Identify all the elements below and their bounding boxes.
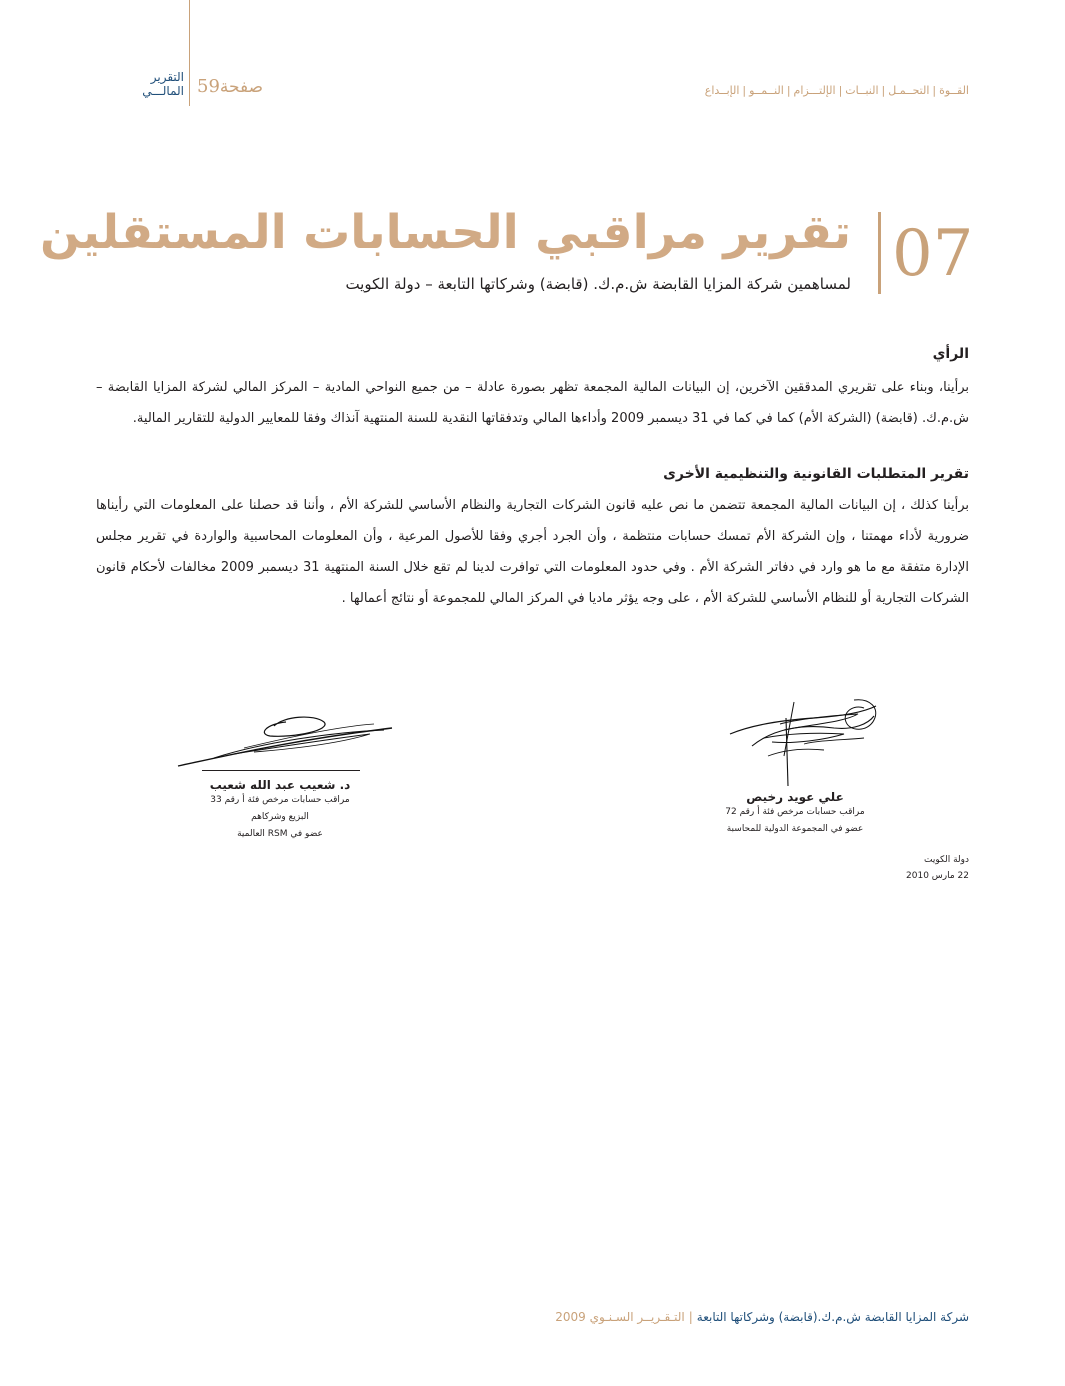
signature-left-rule — [202, 770, 360, 771]
legal-paragraph — [96, 490, 969, 614]
tagline-word: التحــمـل — [888, 84, 930, 97]
signatory-left-name: د. شعيب عبد الله شعيب — [209, 778, 351, 792]
place-date-block — [906, 852, 969, 884]
tagline-word: الإلتـــزام — [793, 84, 836, 97]
tagline-word: القــوة — [939, 84, 969, 97]
header-tagline: القــوة|التحــمـل|النبــات|الإلتـــزام|النــمــو|الإبــداع — [704, 84, 969, 97]
tagline-word: النــمــو — [749, 84, 784, 97]
header-section-label — [120, 70, 184, 98]
signature-left-block — [180, 778, 380, 843]
signatory-left-membership: عضو في RSM العالمية — [237, 829, 323, 839]
signature-right-block — [700, 790, 890, 838]
chapter-divider-bar — [878, 212, 881, 294]
signatory-left-firm: البزيع وشركاهم — [251, 812, 309, 822]
report-date: 22 مارس 2010 — [906, 871, 969, 881]
signatory-right-license: مراقب حسابات مرخص فئة أ رقم 72 — [725, 807, 865, 817]
opinion-heading: الرأي — [932, 346, 969, 362]
header-section-line2: المالـــي — [142, 84, 184, 98]
footer-report: التـقـريــر السـنـوي 2009 — [555, 1310, 685, 1324]
page-number: 59 — [197, 76, 220, 97]
header-divider-line — [189, 0, 190, 106]
page-title: تقرير مراقبي الحسابات المستقلين — [39, 205, 851, 260]
tagline-word: النبــات — [845, 84, 879, 97]
chapter-number: 07 — [892, 217, 974, 291]
opinion-paragraph — [96, 372, 969, 434]
page-word: صفحة — [219, 77, 264, 97]
opinion-text: برأينا، وبناء على تقريري المدققين الآخرين، إن البيانات المالية المجمعة تظهر بصورة عادلة – من جميع النواحي المادية – المركز المالي لشركة المزايا القابضة – ش.م.ك. (قابضة) (الشركة الأم) كما في كما في 31 ديسمبر 2009 وأداءها المالي وتدفقاتها النقدية للسنة المنتهية آنذاك وفقا للمعايير الدولية للتقارير المالية. — [96, 380, 969, 426]
page-footer: شركة المزايا القابضة ش.م.ك.(قابضة) وشركاتها التابعة|التـقـريــر السـنـوي 2009 — [555, 1310, 969, 1324]
page-subtitle: لمساهمين شركة المزايا القابضة ش.م.ك. (قابضة) وشركاتها التابعة – دولة الكويت — [345, 275, 851, 293]
report-place: دولة الكويت — [924, 855, 969, 865]
header-section-line1: التقرير — [150, 70, 184, 84]
signature-right-image — [724, 694, 884, 790]
signatory-right-name: علي عويد رخيص — [746, 790, 844, 804]
legal-text: برأينا كذلك ، إن البيانات المالية المجمعة تتضمن ما نص عليه قانون الشركات التجارية والنظام الأساسي للشركة الأم ، وأننا قد حصلنا على المعلومات التي رأيناها ضرورية لأداء مهمتنا ، وإن الشركة الأم تمسك حسابات منتظمة ، وأن الجرد أجري وفقا للأصول المرعية ، وأن المعلومات المحاسبية والواردة في تقرير مجلس الإدارة متفقة مع ما هو وارد في دفاتر الشركة الأم . وفي حدود المعلومات التي توافرت لدينا لم تقع خلال السنة المنتهية 31 ديسمبر 2009 مخالفات لأحكام قانون الشركات التجارية أو للنظام الأساسي للشركة الأم ، على وجه يؤثر ماديا في المركز المالي للمجموعة أو نتائج أعمالها . — [96, 498, 969, 606]
signatory-left-license: مراقب حسابات مرخص فئة أ رقم 33 — [210, 795, 350, 805]
signatory-right-membership: عضو في المجموعة الدولية للمحاسبة — [726, 824, 864, 834]
footer-company: شركة المزايا القابضة ش.م.ك.(قابضة) وشركاتها التابعة — [696, 1310, 969, 1324]
header-page-indicator — [197, 76, 263, 97]
signature-left-image — [174, 712, 398, 772]
legal-heading: تقرير المتطلبات القانونية والتنظيمية الأخرى — [663, 466, 969, 482]
tagline-word: الإبــداع — [704, 84, 740, 97]
